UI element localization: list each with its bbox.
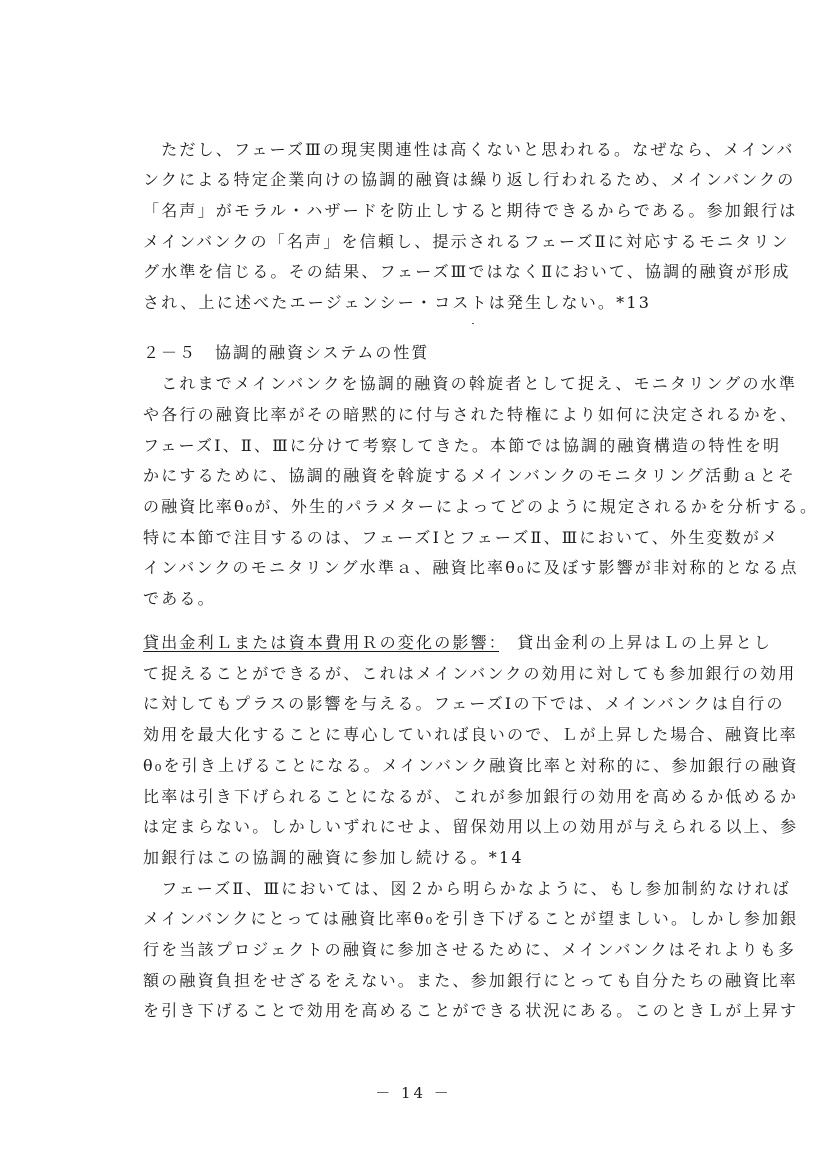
- paragraph-line: メインバンクの「名声」を信頼し、提示されるフェーズⅡに対応するモニタリン: [143, 232, 790, 251]
- section-heading: ２－５ 協調的融資システムの性質: [143, 343, 430, 362]
- underlined-subheading: 貸出金利Ｌまたは資本費用Ｒの変化の影響：: [143, 633, 500, 652]
- paragraph-line: され、上に述べたエージェンシー・コストは発生しない。*13: [143, 293, 652, 312]
- paragraph-line: は定まらない。しかしいずれにせよ、留保効用以上の効用が与えられる以上、参: [143, 817, 799, 836]
- paragraph-line: 特に本節で注目するのは、フェーズⅠとフェーズⅡ、Ⅲにおいて、外生変数がメ: [143, 528, 780, 547]
- paragraph-line: ただし、フェーズⅢの現実関連性は高くないと思われる。なぜなら、メインバ: [143, 140, 795, 159]
- paragraph-line: 「名声」がモラル・ハザードを防止しすると期待できるからである。参加銀行は: [143, 201, 798, 220]
- paragraph-line: フェーズⅠ、Ⅱ、Ⅲに分けて考察してきた。本節では協調的融資構造の特性を明: [143, 436, 782, 455]
- scan-speck: [472, 323, 474, 324]
- paragraph-line: [143, 633, 773, 653]
- paragraph-line: 行を当該プロジェクトの融資に参加させるために、メインバンクはそれよりも多: [143, 940, 797, 959]
- paragraph-line: である。: [143, 589, 216, 608]
- paragraph-line: を引き下げることで効用を高めることができる状況にある。このときＬが上昇す: [143, 1001, 799, 1020]
- paragraph-line: 比率は引き下げられることになるが、これが参加銀行の効用を高めるか低めるか: [143, 787, 799, 806]
- paragraph-line: ンクによる特定企業向けの協調的融資は繰り返し行われるため、メインバンクの: [143, 170, 796, 189]
- paragraph-line: に対してもプラスの影響を与える。フェーズⅠの下では、メインバンクは自行の: [143, 694, 785, 713]
- paragraph-line: の融資比率θ₀が、外生的パラメターによってどのように規定されるかを分析する。: [143, 497, 819, 516]
- paragraph-line: かにするために、協調的融資を斡旋するメインバンクのモニタリング活動ａとそ: [143, 466, 797, 485]
- paragraph-line: 額の融資負担をせざるをえない。また、参加銀行にとっても自分たちの融資比率: [143, 971, 798, 990]
- paragraph-text: 貸出金利の上昇はＬの上昇とし: [499, 633, 773, 652]
- paragraph-line: 効用を最大化することに専心していれば良いので、Ｌが上昇した場合、融資比率: [143, 725, 798, 744]
- paragraph-line: これまでメインバンクを協調的融資の斡旋者として捉え、モニタリングの水準: [143, 374, 798, 393]
- paragraph-line: グ水準を信じる。その結果、フェーズⅢではなくⅡにおいて、協調的融資が形成: [143, 262, 791, 281]
- paragraph-line: インバンクのモニタリング水準ａ、融資比率θ₀に及ぼす影響が非対称的となる点: [143, 558, 799, 577]
- paragraph-line: や各行の融資比率がその暗黙的に付与された特権により如何に決定されるかを、: [143, 405, 799, 424]
- paragraph-line: θ₀を引き上げることになる。メインバンク融資比率と対称的に、参加銀行の融資: [143, 756, 799, 775]
- page-number: － 14 －: [375, 1084, 452, 1102]
- paragraph-line: 加銀行はこの協調的融資に参加し続ける。*14: [143, 848, 524, 867]
- paragraph-line: メインバンクにとっては融資比率θ₀を引き下げることが望ましい。しかし参加銀: [143, 909, 799, 928]
- paragraph-line: て捉えることができるが、これはメインバンクの効用に対しても参加銀行の効用: [143, 664, 797, 683]
- paragraph-line: フェーズⅡ、Ⅲにおいては、図２から明らかなように、もし参加制約なければ: [143, 879, 791, 898]
